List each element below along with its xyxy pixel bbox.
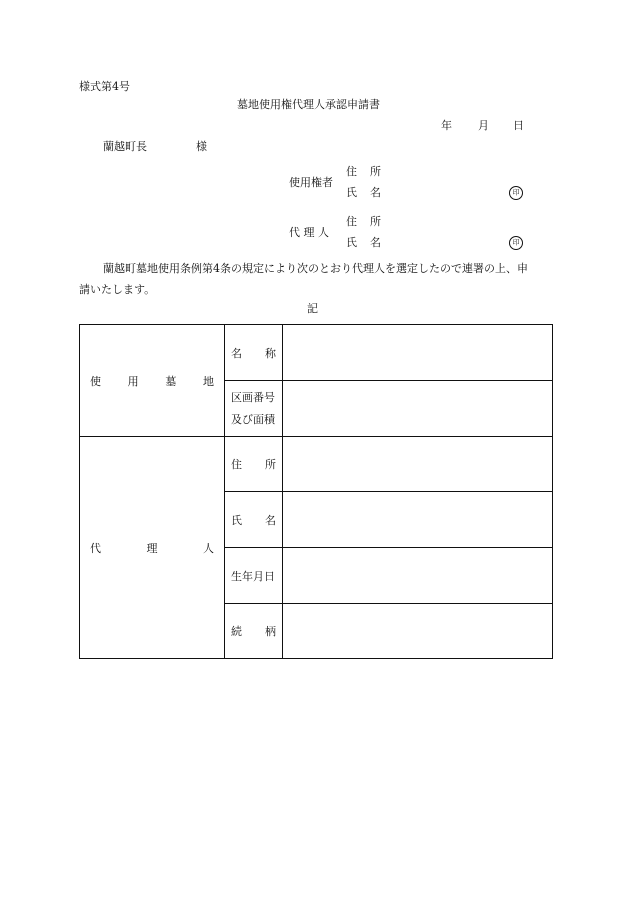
ki-heading: 記 [307, 302, 318, 315]
body-text-line-2: 請いたします。 [79, 283, 156, 296]
agent-header-char: 理 [146, 541, 158, 555]
row-label-char: 続 [231, 625, 242, 638]
holder-role-label: 使用権者 [289, 176, 333, 189]
table-row [80, 437, 553, 492]
agent-seal-icon: 印 [509, 236, 523, 250]
holder-address-label-2: 所 [370, 165, 381, 178]
body-text-line-1: 蘭越町墓地使用条例第4条の規定により次のとおり代理人を選定したので連署の上、申 [103, 262, 528, 275]
grave-header-char: 用 [127, 374, 139, 388]
grave-header-char: 地 [202, 374, 214, 388]
agent-role-label: 代 理 人 [289, 226, 329, 239]
addressee-name: 蘭越町長 [103, 140, 147, 153]
holder-seal-icon: 印 [509, 186, 523, 200]
row-label-char: 氏 [231, 513, 242, 527]
form-number: 様式第4号 [79, 80, 130, 93]
row-label-text: 生年月日 [231, 569, 275, 583]
agent-header-cell [80, 437, 225, 659]
agent-name-label-1: 氏 [346, 236, 357, 249]
holder-name-label-2: 名 [370, 186, 381, 199]
agent-relation-field[interactable] [283, 604, 553, 659]
agent-address-field[interactable] [283, 437, 553, 492]
agent-header-char: 人 [203, 541, 214, 555]
grave-header-char: 墓 [165, 374, 177, 388]
row-label-char: 称 [265, 346, 276, 360]
date-day-label: 日 [513, 119, 524, 132]
agent-address-label-1: 住 [346, 215, 357, 228]
holder-address-label-1: 住 [346, 165, 357, 178]
row-label-char: 名 [231, 346, 242, 360]
date-month-label: 月 [478, 119, 489, 132]
row-label-char: 柄 [265, 625, 276, 638]
agent-birthdate-field[interactable] [283, 548, 553, 604]
grave-name-label-cell [225, 325, 283, 381]
row-label-char: 所 [265, 458, 276, 471]
row-label-char: 名 [265, 513, 276, 527]
agent-relation-label-cell [225, 604, 283, 659]
agent-name-label-cell [225, 492, 283, 548]
row-label-line: 及び面積 [231, 412, 275, 426]
agent-header-char: 代 [90, 541, 101, 555]
grave-plot-field[interactable] [283, 381, 553, 437]
addressee-honorific: 様 [196, 140, 207, 153]
grave-header-cell [80, 325, 225, 437]
document-title: 墓地使用権代理人承認申請書 [237, 98, 380, 111]
agent-address-label-2: 所 [370, 215, 381, 228]
grave-name-field[interactable] [283, 325, 553, 381]
grave-plot-label-cell [225, 381, 283, 437]
grave-header-char: 使 [90, 374, 101, 388]
agent-address-label-cell [225, 437, 283, 492]
agent-birthdate-label-cell [225, 548, 283, 604]
table-row [80, 325, 553, 381]
row-label-line: 区画番号 [231, 390, 275, 404]
agent-name-label-2: 名 [370, 236, 381, 249]
application-table [79, 324, 553, 659]
holder-name-label-1: 氏 [346, 186, 357, 199]
row-label-char: 住 [231, 458, 242, 471]
agent-name-field[interactable] [283, 492, 553, 548]
date-year-label: 年 [441, 119, 452, 132]
